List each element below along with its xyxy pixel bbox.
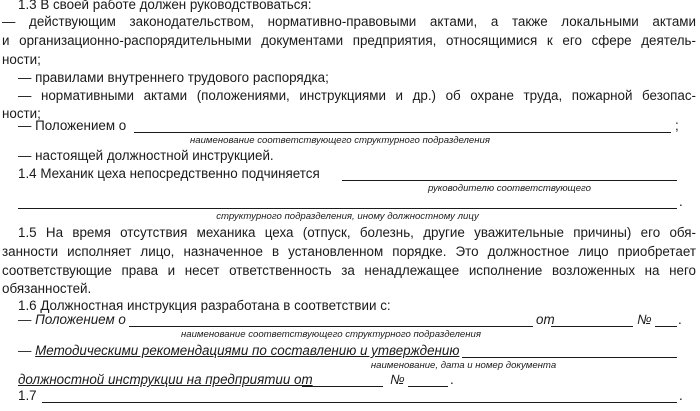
section-1-5-line-4: обязанностей. [2,281,92,296]
basis-regulation-date-blank [551,326,633,327]
basis-methodical-blank [462,357,677,358]
section-1-4-text: 1.4 Механик цеха непосредственно подчиняется [18,166,320,181]
regulation-semicolon: ; [675,118,679,133]
section-1-7-end: . [679,388,683,403]
basis-regulation-label: — Положением о [18,312,126,327]
basis-methodical-line-2: должностной инструкции на предприятии от [18,372,313,387]
regulation-caption: наименование соответствующего структурного подразделения [189,135,491,146]
basis-regulation-end: . [678,312,682,327]
list-item-legislation-cont: и организационно-распорядительными документами предприятия, относящимися к его сфере деятель- [2,33,696,48]
supervisor-blank-line-2 [18,208,677,209]
supervisor-end-period: . [679,194,683,209]
regulation-blank-line [134,132,671,133]
list-item-internal-rules: — правилами внутреннего трудового распорядка; [18,70,329,85]
list-item-legislation: — действующим законодательством, нормативно-правовыми актами, а также локальными актами [2,14,696,29]
section-1-6-title: 1.6 Должностная инструкция разработана в соответствии с: [18,298,391,313]
basis-regulation-caption: наименование соответствующего структурного подразделения [180,329,482,340]
supervisor-blank-line [342,180,677,181]
list-item-legislation-end: ности; [2,52,41,67]
basis-regulation-number-blank [655,326,677,327]
section-1-5-line-2: занности исполняет лицо, назначенное в установленном порядке. Это должностное лицо приобретает [2,244,696,259]
list-item-this-instruction: — настоящей должностной инструкцией. [18,148,274,163]
section-1-3-title: 1.3 В своей работе должен руководствоваться: [18,0,312,12]
basis-methodical-number-blank [408,386,448,387]
basis-methodical-date-blank [302,386,383,387]
section-1-5-line-1: 1.5 На время отсутствия механика цеха (отпуск, болезнь, другие уважительные причины) его обя- [18,225,696,240]
basis-methodical-number-sign: № [390,372,405,387]
basis-regulation-from: от [536,312,555,327]
section-1-7-number: 1.7 [18,388,37,403]
list-item-safety-acts: — нормативными актами (положениями, инструкциями и др.) об охране труда, пожарной безопас- [18,88,696,103]
supervisor-caption-2: структурного подразделения, иному должностному лицу [216,211,479,222]
section-1-7-blank [42,402,677,403]
basis-methodical-line-1: — Методическими рекомендациями по составлению и утверждению [18,343,460,358]
list-item-safety-acts-end: ности; [2,106,41,121]
basis-methodical-caption: наименование, дата и номер документа [370,360,557,371]
basis-regulation-blank [129,326,533,327]
basis-regulation-number-sign: № [637,312,652,327]
basis-methodical-end: . [450,372,454,387]
section-1-5-line-3: соответствующие права и несет ответственность за ненадлежащее исполнение возложенных на него [2,263,696,278]
supervisor-caption-1: руководителю соответствующего [427,183,592,194]
list-item-regulation-label: — Положением о [18,118,127,133]
